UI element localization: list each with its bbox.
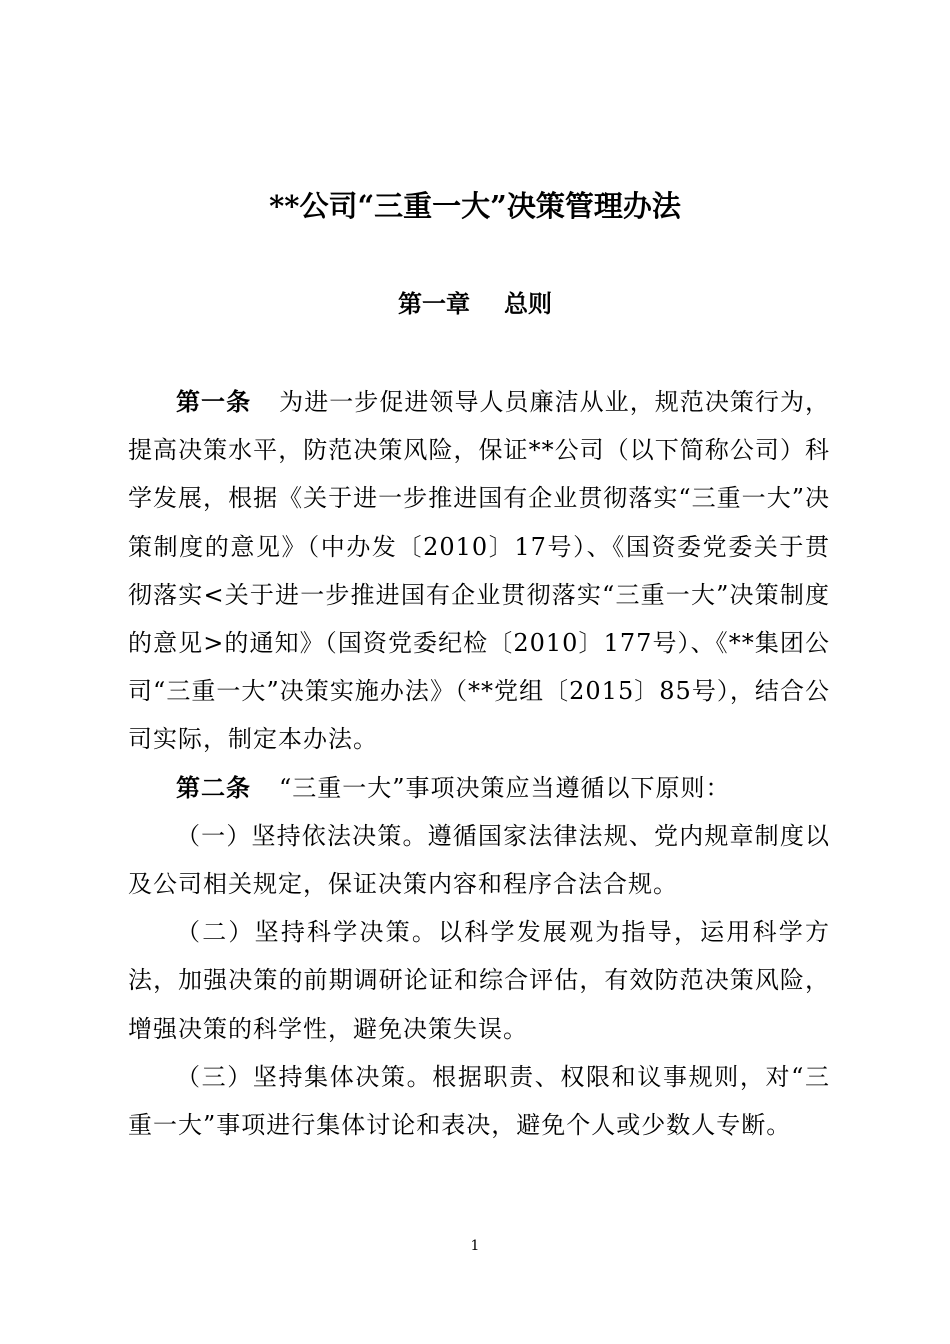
article-2-label: 第二条 — [176, 772, 251, 802]
chapter-heading — [0, 286, 950, 322]
page-number: 1 — [470, 1238, 480, 1254]
chapter-name: 总则 — [504, 289, 552, 318]
document-title: **公司“三重一大”决策管理办法 — [269, 189, 681, 223]
article-1 — [128, 378, 830, 764]
principle-3: （三）坚持集体决策。根据职责、权限和议事规则，对“三重一大”事项进行集体讨论和表决，避免个人或少数人专断。 — [128, 1062, 830, 1140]
article-2-text: “三重一大”事项决策应当遵循以下原则： — [279, 773, 731, 802]
chapter-label: 第一章 — [398, 289, 470, 318]
article-1-text: 为进一步促进领导人员廉洁从业，规范决策行为，提高决策水平，防范决策风险，保证**公司（以下简称公司）科学发展，根据《关于进一步推进国有企业贯彻落实“三重一大”决策制度的意见》（中办发〔2010〕17号）、《国资委党委关于贯彻落实<关于进一步推进国有企业贯彻落实“三重一大”决策制度的意见>的通知》（国资党委纪检〔2010〕177号）、《**集团公司“三重一大”决策实施办法》（**党组〔2015〕85号），结合公司实际，制定本办法。 — [128, 388, 831, 754]
document-body — [128, 378, 830, 1149]
principle-2: （二）坚持科学决策。以科学发展观为指导，运用科学方法，加强决策的前期调研论证和综合评估，有效防范决策风险，增强决策的科学性，避免决策失误。 — [128, 918, 830, 1043]
article-1-label: 第一条 — [176, 387, 252, 416]
principle-1: （一）坚持依法决策。遵循国家法律法规、党内规章制度以及公司相关规定，保证决策内容和程序合法合规。 — [128, 821, 830, 899]
article-2 — [128, 764, 830, 812]
